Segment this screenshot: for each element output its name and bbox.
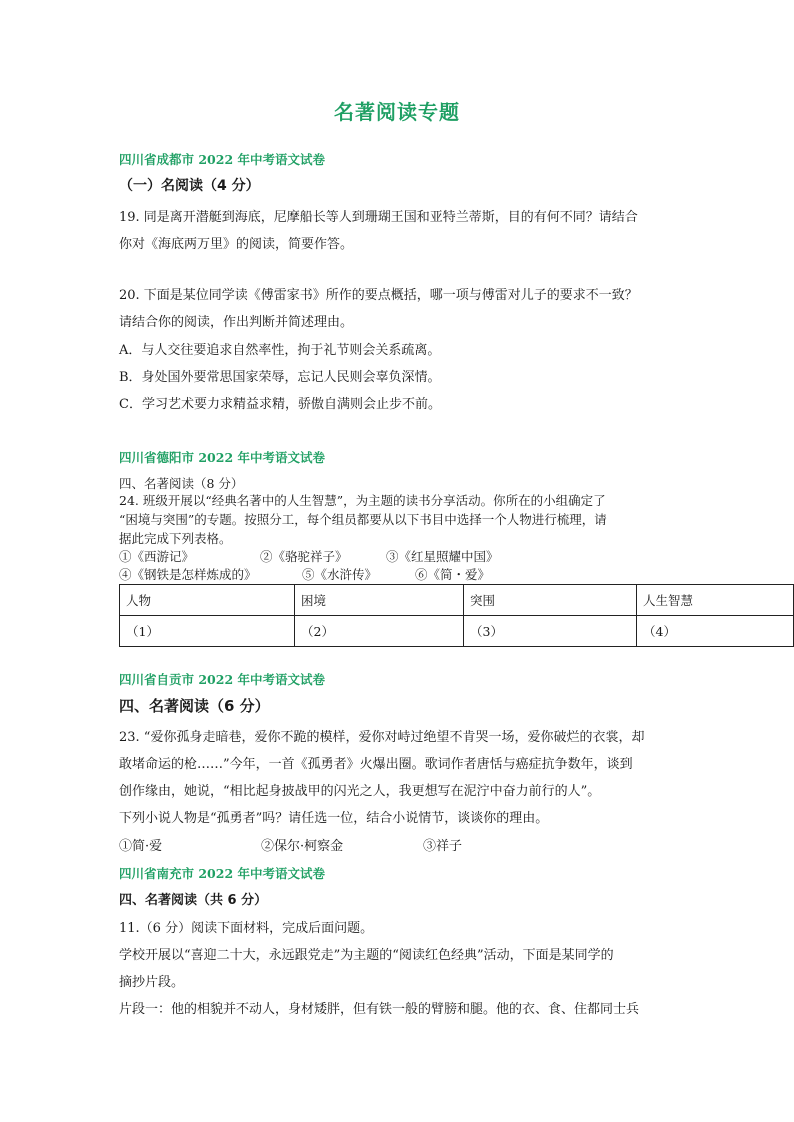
question-11-line-1: 11.（6 分）阅读下面材料，完成后面问题。 <box>119 921 374 936</box>
table-header-row <box>120 585 794 616</box>
table-cell: （2） <box>295 616 464 647</box>
source-deyang: 四川省德阳市 2022 年中考语文试卷 <box>119 450 325 465</box>
book-4: ④《钢铁是怎样炼成的》 <box>119 567 257 582</box>
table-header-cell: 困境 <box>295 585 464 616</box>
question-23-line-4: 下列小说人物是“孤勇者”吗？请任选一位，结合小说情节，谈谈你的理由。 <box>119 811 549 826</box>
question-23-line-1: 23. “爱你孤身走暗巷，爱你不跪的模样，爱你对峙过绝望不肯哭一场，爱你破烂的衣裳，却 <box>119 730 645 745</box>
source-nanchong: 四川省南充市 2022 年中考语文试卷 <box>119 866 325 881</box>
book-2: ②《骆驼祥子》 <box>260 549 348 564</box>
table-header-cell: 人生智慧 <box>637 585 794 616</box>
source-zigong: 四川省自贡市 2022 年中考语文试卷 <box>119 672 325 687</box>
question-24-line-3: 据此完成下列表格。 <box>119 531 232 546</box>
book-3: ③《红星照耀中国》 <box>386 549 499 564</box>
page-title: 名著阅读专题 <box>334 100 460 124</box>
section-heading-deyang: 四、名著阅读（8 分） <box>119 476 244 491</box>
source-chengdu: 四川省成都市 2022 年中考语文试卷 <box>119 152 325 167</box>
option-a: A．与人交往要追求自然率性，拘于礼节则会关系疏离。 <box>119 343 441 358</box>
choice-1: ①简·爱 <box>119 839 163 854</box>
question-19-line-2: 你对《海底两万里》的阅读，简要作答。 <box>119 237 354 252</box>
table-cell: （4） <box>637 616 794 647</box>
book-5: ⑤《水浒传》 <box>302 567 378 582</box>
section-heading-chengdu: （一）名阅读（4 分） <box>119 178 260 194</box>
section-heading-zigong: 四、名著阅读（6 分） <box>119 697 270 715</box>
question-23-line-2: 敢堵命运的枪……”今年，一首《孤勇者》火爆出圈。歌词作者唐恬与癌症抗争数年，谈到 <box>119 757 633 772</box>
option-b: B．身处国外要常思国家荣辱，忘记人民则会辜负深情。 <box>119 370 441 385</box>
table-cell: （3） <box>464 616 637 647</box>
option-c: C．学习艺术要力求精益求精，骄傲自满则会止步不前。 <box>119 397 441 412</box>
question-24-line-1: 24. 班级开展以“经典名著中的人生智慧”，为主题的读书分享活动。你所在的小组确定了 <box>119 493 606 508</box>
question-11-line-4: 片段一：他的相貌并不动人，身材矮胖，但有铁一般的臂膀和腿。他的衣、食、住都同士兵 <box>119 1002 640 1017</box>
question-20-line-2: 请结合你的阅读，作出判断并简述理由。 <box>119 315 354 330</box>
table-row <box>120 616 794 647</box>
table-header-cell: 人物 <box>120 585 295 616</box>
table-cell: （1） <box>120 616 295 647</box>
question-24-line-2: “困境与突围”的专题。按照分工，每个组员都要从以下书目中选择一个人物进行梳理，请 <box>119 512 607 527</box>
question-11-line-2: 学校开展以“喜迎二十大，永远跟党走”为主题的“阅读红色经典”活动，下面是某同学的 <box>119 948 614 963</box>
question-11-line-3: 摘抄片段。 <box>119 975 185 990</box>
question-23-line-3: 创作缘由，她说，“相比起身披战甲的闪光之人，我更想写在泥泞中奋力前行的人”。 <box>119 784 601 799</box>
table-header-cell: 突围 <box>464 585 637 616</box>
choice-3: ③祥子 <box>423 839 463 854</box>
question-20-line-1: 20. 下面是某位同学读《傅雷家书》所作的要点概括，哪一项与傅雷对儿子的要求不一致？ <box>119 288 638 303</box>
character-table <box>119 584 794 647</box>
choice-2: ②保尔·柯察金 <box>261 839 344 854</box>
question-19-line-1: 19. 同是离开潜艇到海底，尼摩船长等人到珊瑚王国和亚特兰蒂斯，目的有何不同？请结合 <box>119 210 638 225</box>
section-heading-nanchong: 四、名著阅读（共 6 分） <box>119 893 268 908</box>
book-1: ①《西游记》 <box>119 549 195 564</box>
book-6: ⑥《简・爱》 <box>415 567 491 582</box>
